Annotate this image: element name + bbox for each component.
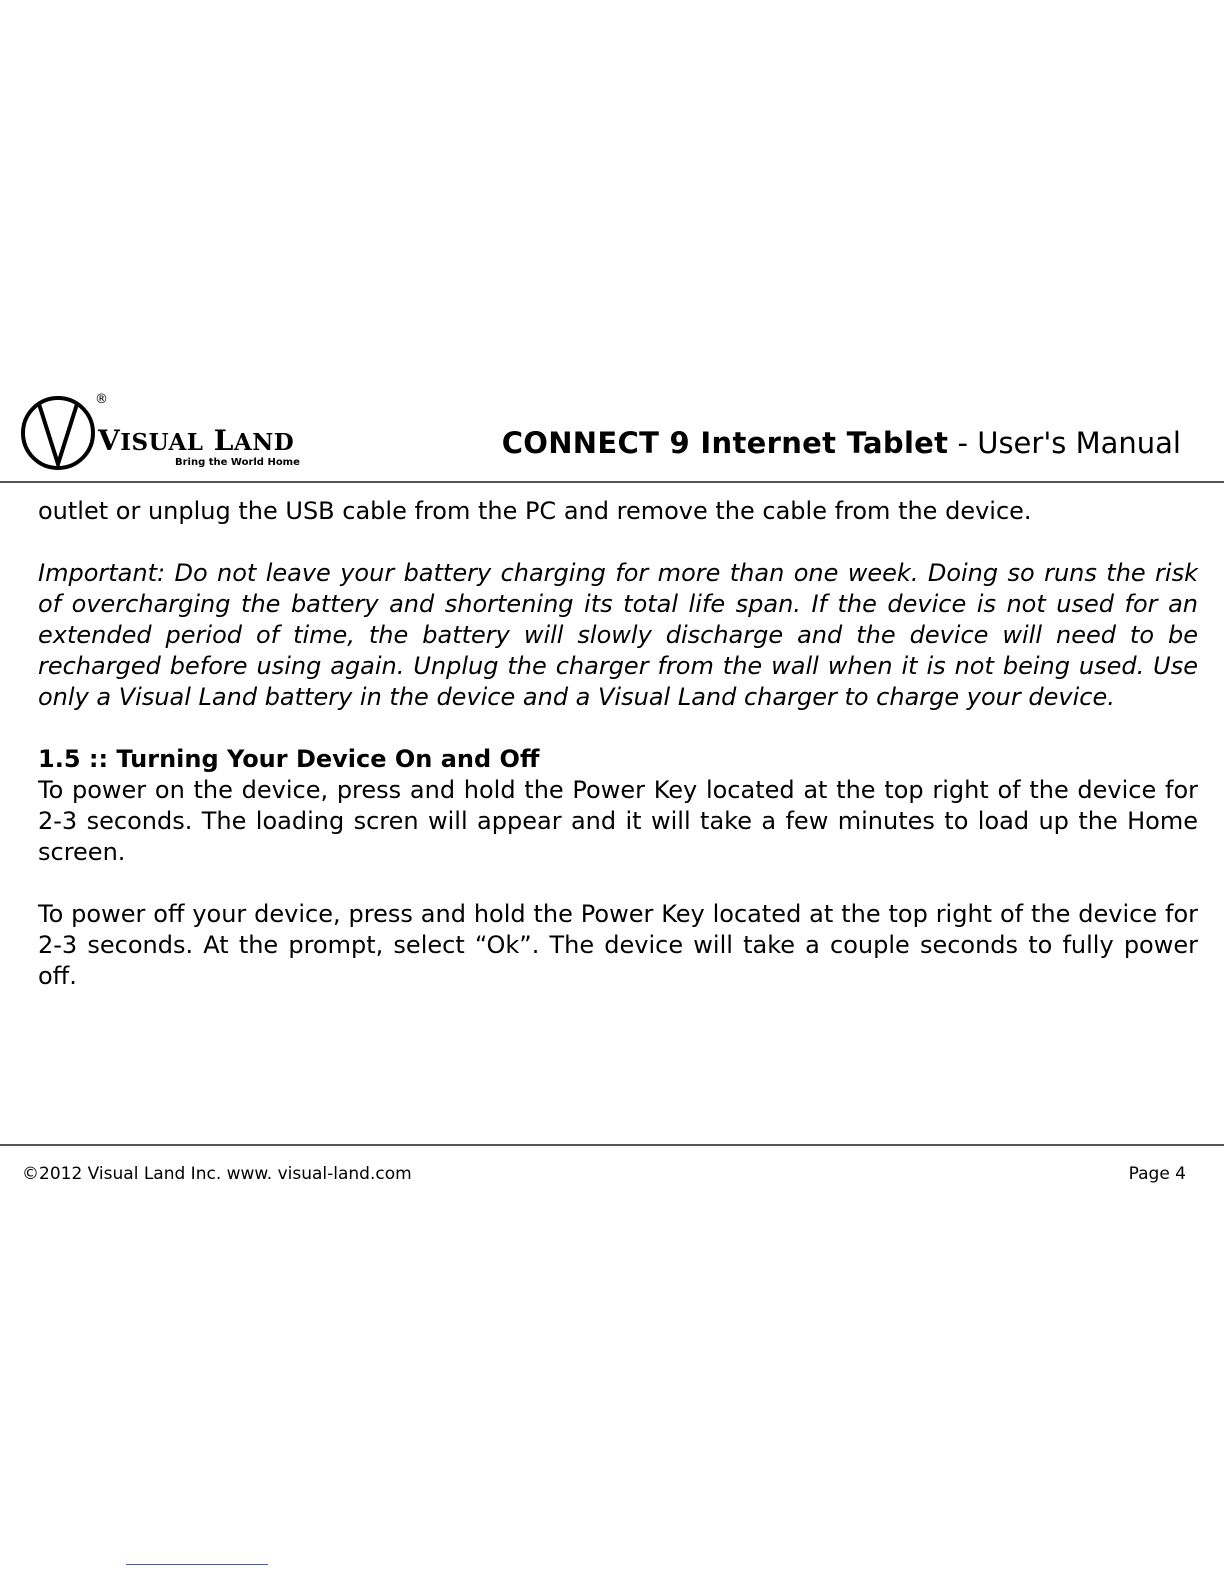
page-number: Page 4: [1128, 1164, 1186, 1184]
logo-tagline: Bring the World Home: [175, 457, 300, 468]
logo-rest-and: AND: [233, 429, 295, 456]
intro-paragraph: outlet or unplug the USB cable from the PC and remove the cable from the device.: [38, 497, 1032, 525]
footnote-link-underline[interactable]: [126, 1564, 268, 1565]
visual-land-logo: [20, 388, 310, 478]
important-note: Important: Do not leave your battery charging for more than one week. Doing so runs the risk of overcharging the battery and shortening its total life span. If the device is not used for an extended period of time, the battery will slowly discharge and the device will need to be recharged before using again. Unplug the charger from the wall when it is not being used. Use only a Visual Land battery in the device and a Visual Land charger to charge your device.: [38, 559, 1198, 711]
power-off-paragraph: To power off your device, press and hold the Power Key located at the top right of the device for 2-3 seconds. At the prompt, select “Ok”. The device will take a couple seconds to fully power off.: [38, 900, 1198, 990]
document-title-product: CONNECT 9 Internet Tablet: [501, 426, 949, 460]
power-on-paragraph: To power on the device, press and hold the Power Key located at the top right of the device for 2-3 seconds. The loading scren will appear and it will take a few minutes to load up the Home screen.: [38, 776, 1198, 866]
logo-letter-v: V: [98, 424, 121, 457]
section-heading: 1.5 :: Turning Your Device On and Off: [38, 745, 540, 773]
page-content: [38, 496, 1198, 992]
spacer: [38, 868, 1198, 899]
footer-divider: [0, 1144, 1224, 1146]
header-divider: [0, 481, 1224, 483]
logo-wordmark: [98, 424, 294, 457]
page-header: [0, 388, 1224, 482]
spacer: [38, 527, 1198, 558]
copyright-text: ©2012 Visual Land Inc. www. visual-land.com: [22, 1164, 412, 1184]
logo-rest-isual: ISUAL: [120, 429, 204, 456]
document-title-suffix: - User's Manual: [948, 426, 1181, 460]
spacer: [38, 713, 1198, 744]
logo-letter-l: L: [213, 424, 234, 457]
document-title: [502, 426, 1181, 460]
registered-mark: ®: [95, 392, 108, 407]
